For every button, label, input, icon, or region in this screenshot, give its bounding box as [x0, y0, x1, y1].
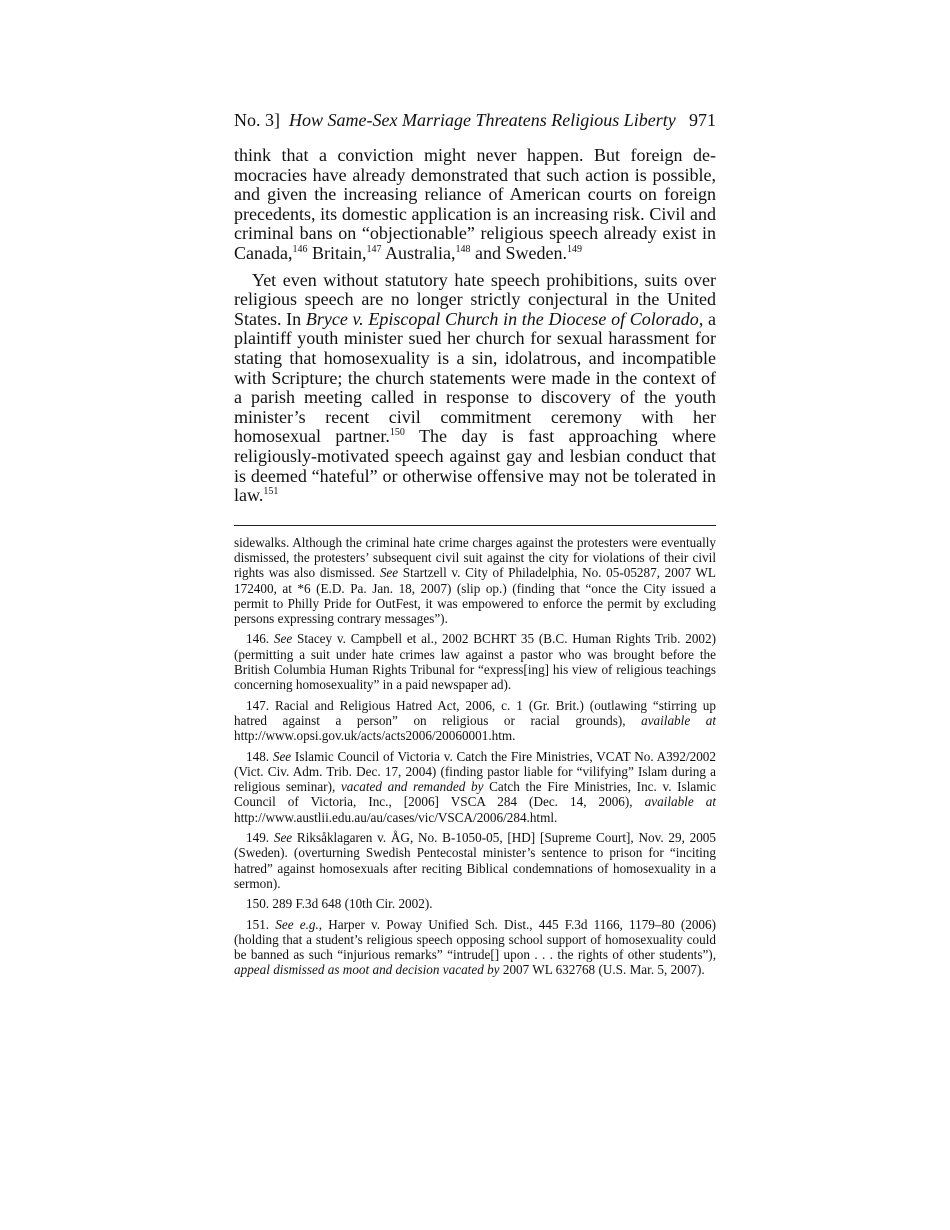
footnote-divider — [234, 525, 716, 526]
footnote-ref-150[interactable]: 150 — [389, 427, 405, 439]
signal: appeal dismissed as moot and decision vacated by — [234, 962, 500, 978]
footnote-149 — [234, 830, 716, 891]
header-left — [234, 108, 676, 132]
footnote-number: 150. — [246, 896, 273, 912]
text-run: , a plaintiff youth minister sued her church for sexual harassment for stating that homosexuality is a sin, idolatrous, and incompatible with Scripture; the church statements were made in the context of a parish meeting called in response to discovery of the youth minister’s recent civil commitment ceremony with her homosexual partner. — [234, 308, 716, 447]
text-run: Catch the Fire Ministries, Inc. v. Islamic Council of Victoria, Inc., [2006] VSCA 284 (Dec. 14, 2006), — [234, 779, 717, 810]
body-paragraph-1 — [234, 146, 716, 264]
footnote-ref-147[interactable]: 147 — [366, 243, 382, 255]
signal: See — [273, 830, 293, 846]
footnote-number: 149. — [246, 830, 274, 846]
footnote-ref-149[interactable]: 149 — [566, 243, 582, 255]
signal: available at — [644, 794, 716, 810]
footnote-number: 148. — [246, 748, 273, 764]
text-run: Racial and Religious Hatred Act, 2006, c. 1 (Gr. Brit.) (outlawing “stirring up hatred against a person” on religious or racial grounds), — [234, 697, 716, 728]
footnote-ref-151[interactable]: 151 — [263, 486, 279, 498]
text-run: , Harper v. Poway Unified Sch. Dist., 445 F.3d 1166, 1179–80 (2006) (holding that a student’s religious speech opposing school support of homosexuality could be banned as such “injurious remarks” “intrude[] upon . . . the rights of other students”), — [234, 916, 717, 963]
footnote-continuation — [234, 535, 716, 627]
footnote-150 — [234, 896, 716, 911]
text-run: Yet even without statutory hate speech prohibitions, suits over religious speech are no longer strictly conjectural in the United States. In — [234, 269, 716, 329]
text-run: The day is fast approaching where religiously-motivated speech against gay and lesbian conduct that is deemed “hateful” or otherwise offensive may not be tolerated in law. — [234, 426, 716, 506]
text-run: Startzell v. City of Philadelphia, No. 05-05287, 2007 WL 172400, at *6 (E.D. Pa. Jan. 18, 2007) (slip op.) (finding that “once the City issued a permit to Philly Pride for OutFest, it was empowered to enforce the permit by excluding persons expressing contrary messages”). — [234, 565, 716, 627]
signal: See e.g. — [275, 916, 319, 932]
footnote-number: 151. — [246, 916, 276, 932]
signal: See — [273, 631, 293, 647]
text-run: and Sweden. — [470, 242, 567, 263]
text-run: 289 F.3d 648 (10th Cir. 2002). — [272, 896, 433, 912]
footnote-148 — [234, 749, 716, 825]
case-name: Bryce v. Episcopal Church in the Diocese of Colorado — [305, 308, 699, 329]
text-run: 2007 WL 632768 (U.S. Mar. 5, 2007). — [499, 962, 705, 978]
text-run: sidewalks. Although the criminal hate crime charges against the protesters were eventually dismissed, the protesters’ subsequent civil suit against the city for violations of their civil rights was also dismissed. — [234, 534, 716, 581]
page — [234, 108, 716, 983]
footnote-number: 146. — [246, 631, 274, 647]
page-number: 971 — [689, 110, 716, 130]
url-text: http://www.opsi.gov.uk/acts/acts2006/20060001.htm. — [234, 728, 516, 744]
footnote-ref-146[interactable]: 146 — [292, 243, 308, 255]
text-run: think that a conviction might never happen. But foreign democracies have already demonstrated that such action is possible, and given the increasing reliance of American courts on foreign precedents, its domestic application is an increasing risk. Civil and criminal bans on “objectionable” religious speech already exist in Canada, — [234, 145, 716, 263]
issue-number: No. 3] — [234, 110, 280, 130]
running-title: How Same-Sex Marriage Threatens Religious Liberty — [289, 110, 676, 130]
url-text: http://www.austlii.edu.au/au/cases/vic/VSCA/2006/284.html. — [234, 809, 558, 825]
text-run: Stacey v. Campbell et al., 2002 BCHRT 35 (B.C. Human Rights Trib. 2002) (permitting a suit under hate crimes law against a pastor who was brought before the British Columbia Human Rights Tribunal for “express[ing] his view of religious teachings concerning homosexuality” in a paid newspaper ad). — [234, 631, 716, 693]
running-header — [234, 108, 716, 132]
text-run: Riksåklagaren v. ÅG, No. B-1050-05, [HD] [Supreme Court], Nov. 29, 2005 (Sweden). (overturning Swedish Pentecostal minister’s sentence to prison for “inciting hatred” against homosexuals after reciting Biblical condemnations of homosexuality in a sermon). — [234, 830, 716, 891]
text-run: Islamic Council of Victoria v. Catch the Fire Ministries, VCAT No. A392/2002 (Vict. Civ. Adm. Trib. Dec. 17, 2004) (finding pastor liable for “vilifying” Islam during a religious seminar), — [234, 748, 716, 795]
signal: See — [272, 748, 292, 764]
body-paragraph-2 — [234, 271, 716, 506]
footnote-number: 147. — [246, 697, 276, 713]
text-run: Britain, — [307, 242, 367, 263]
signal: vacated and remanded by — [340, 779, 484, 795]
signal: available at — [641, 712, 716, 728]
footnote-ref-148[interactable]: 148 — [455, 243, 471, 255]
footnote-151 — [234, 917, 716, 978]
footnote-146 — [234, 631, 716, 692]
signal: See — [379, 565, 399, 581]
footnote-147 — [234, 698, 716, 744]
text-run: Australia, — [381, 242, 456, 263]
